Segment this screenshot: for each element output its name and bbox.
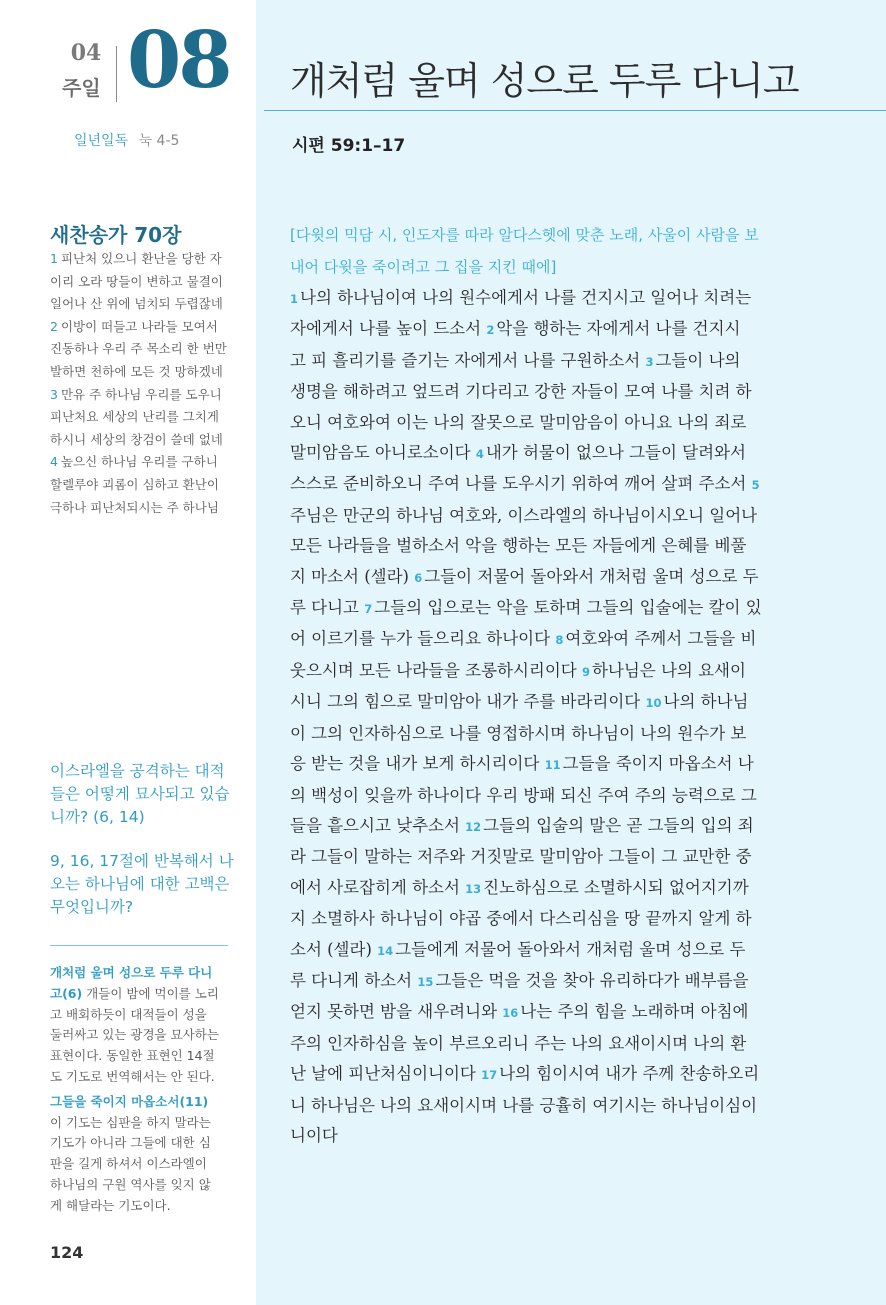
note-heading: 그들을 죽이지 마옵소서(11) <box>50 1093 209 1109</box>
note-text: 고 배회하듯이 대적들이 성을 <box>50 1006 207 1022</box>
passage-line <box>290 346 790 377</box>
page-title: 개처럼 울며 성으로 두루 다니고 <box>290 59 799 103</box>
verse-text: 그들을 죽이지 마옵소서 나 <box>562 754 754 774</box>
hymn-line-text: 피난처요 세상의 난리를 그치게 <box>50 409 219 425</box>
verse-number: 9 <box>581 664 590 679</box>
note-line <box>50 1154 230 1175</box>
verse-text: 주님은 만군의 하나님 여호와, 이스라엘의 하나님이시오니 일어나 <box>290 505 758 525</box>
verse-text: 웃으시며 모든 나라들을 조롱하시리이다 <box>290 660 582 680</box>
question-line: 무엇입니까? <box>50 898 134 916</box>
note-line <box>50 1196 230 1217</box>
note-text: 표현이다. 동일한 표현인 14절 <box>50 1048 215 1064</box>
note-line <box>50 1092 230 1113</box>
passage-line <box>290 408 790 438</box>
verse-text: 그들의 입으로는 악을 토하며 그들의 입술에는 칼이 있 <box>374 598 762 618</box>
verse-text: 시니 그의 힘으로 말미암아 내가 주를 바라리이다 <box>290 692 646 712</box>
header-divider <box>116 46 117 102</box>
verse-number: 7 <box>364 602 373 617</box>
verse-text: 나는 주의 힘을 노래하며 아침에 <box>520 1002 749 1022</box>
hymn-title: 새찬송가 70장 <box>50 223 182 247</box>
hymn-line-text: 이리 오라 땅들이 변하고 물결이 <box>50 273 223 289</box>
passage-line <box>290 438 790 469</box>
verse-number: 17 <box>481 1068 498 1083</box>
hymn-line-text: 만유 주 하나님 우리를 도우니 <box>60 386 222 402</box>
question-2 <box>50 850 240 919</box>
verse-text: 어 이르기를 누가 들으리요 하나이다 <box>290 629 556 649</box>
reading-ref: 눅 4-5 <box>138 133 180 149</box>
passage-line <box>290 719 790 749</box>
yearly-reading <box>74 130 179 150</box>
verse-text: 루 다니게 하소서 <box>290 970 418 990</box>
note-line <box>50 1113 230 1134</box>
verse-text: 내가 허물이 없으나 그들이 달려와서 <box>485 443 746 463</box>
verse-text: 나의 힘이시여 내가 주께 찬송하오리 <box>499 1064 760 1084</box>
passage-line <box>290 562 790 593</box>
hymn-line-text: 일어나 산 위에 넘치되 두렵잖네 <box>50 296 223 312</box>
verse-text: 니이다 <box>290 1125 338 1145</box>
verse-text: 그들이 저물어 돌아와서 개처럼 울며 성으로 두 <box>424 566 759 586</box>
hymn-line <box>50 271 240 294</box>
note-line <box>50 1175 230 1196</box>
verse-text: 응 받는 것을 내가 보게 하시리이다 <box>290 754 545 774</box>
hymn-line <box>50 474 240 497</box>
passage-line <box>290 781 790 811</box>
hymn-line <box>50 361 240 384</box>
verse-number: 4 <box>50 454 58 470</box>
verse-number: 13 <box>465 881 482 896</box>
verse-text: 악을 행하는 자에게서 나를 건지시 <box>496 319 741 339</box>
verse-number: 16 <box>502 1006 519 1021</box>
scripture-passage <box>290 219 790 1151</box>
verse-text: 루 다니고 <box>290 598 365 618</box>
verse-number: 11 <box>544 758 561 773</box>
hymn-line-text: 할렐루야 괴롬이 심하고 환난이 <box>50 476 219 492</box>
hymn-line-text: 이방이 떠들고 나라들 모여서 <box>60 318 218 334</box>
verse-number: 6 <box>414 570 423 585</box>
note-line <box>50 984 230 1005</box>
passage-line <box>290 314 790 345</box>
note-line <box>50 1005 230 1026</box>
passage-line <box>290 811 790 842</box>
verse-number: 12 <box>465 819 482 834</box>
verse-number: 1 <box>50 251 58 266</box>
question-line: 이스라엘을 공격하는 대적 <box>50 762 225 780</box>
note-text: 기도가 아니라 그들에 대한 심 <box>50 1135 211 1151</box>
hymn-line <box>50 497 240 520</box>
passage-line <box>290 966 790 997</box>
note-heading: 고(6) <box>50 985 83 1001</box>
hymn-line <box>50 429 240 452</box>
note-text: 하나님의 구원 역사를 잊지 않 <box>50 1176 211 1192</box>
verse-text: 의 백성이 잊을까 하나이다 우리 방패 되신 주여 주의 능력으로 그 <box>290 785 757 805</box>
passage-line <box>290 501 790 531</box>
note-line <box>50 1067 230 1088</box>
hymn-line-text: 피난처 있으니 환난을 당한 자 <box>60 251 222 266</box>
week-label: 주일 <box>62 76 101 100</box>
verse-text: 고 피 흘리기를 즐기는 자에게서 나를 구원하소서 <box>290 350 646 370</box>
verse-number: 4 <box>475 447 484 462</box>
question-line: 니까? (6, 14) <box>50 808 145 826</box>
note-line <box>50 1025 230 1046</box>
verse-text: 그들의 입술의 말은 곧 그들의 입의 죄 <box>483 815 754 835</box>
passage-line <box>290 283 790 314</box>
verse-text: 여호와여 주께서 그들을 비 <box>565 629 757 649</box>
note-text: 둘러싸고 있는 광경을 묘사하는 <box>50 1027 219 1043</box>
reading-label: 일년일독 <box>74 133 129 149</box>
verse-text: 생명을 해하려고 엎드려 기다리고 강한 자들이 모여 나를 치려 하 <box>290 382 752 402</box>
verse-number: 10 <box>645 696 662 711</box>
verse-text: 이 그의 인자하심으로 나를 영접하시며 하나님이 나의 원수가 보 <box>290 723 747 743</box>
verse-text: 지 소멸하사 하나님이 야곱 중에서 다스리심을 땅 끝까지 알게 하 <box>290 909 752 929</box>
passage-reference: 시편 59:1–17 <box>292 136 406 156</box>
note-text: 개들이 밤에 먹이를 노리 <box>82 985 219 1001</box>
hymn-line <box>50 384 240 407</box>
verse-text: 주의 인자하심을 높이 부르오리니 주는 나의 요새이시며 나의 환 <box>290 1033 747 1053</box>
page-number: 124 <box>50 1243 84 1262</box>
hymn-line-text: 하시니 세상의 창검이 쓸데 없네 <box>50 431 223 447</box>
verse-text: 말미암음도 아니로소이다 <box>290 443 476 463</box>
superscription-line: 내어 다윗을 죽이려고 그 집을 지킨 때에] <box>290 258 557 276</box>
passage-line <box>290 593 790 624</box>
verse-text: 하나님은 나의 요새이 <box>591 660 746 680</box>
week-number: 04 <box>70 40 102 66</box>
day-number: 08 <box>127 15 230 106</box>
verse-text: 자에게서 나를 높이 드소서 <box>290 319 487 339</box>
verse-text: 스스로 준비하오니 주여 나를 도우시기 위하여 깨어 살펴 주소서 <box>290 474 752 494</box>
verse-number: 3 <box>645 354 654 369</box>
verse-number: 8 <box>555 633 564 648</box>
passage-line <box>290 1059 790 1090</box>
passage-line <box>290 531 790 561</box>
passage-line <box>290 842 790 872</box>
passage-line <box>290 904 790 934</box>
verse-text: 들을 흩으시고 낮추소서 <box>290 815 466 835</box>
left-sidebar <box>0 0 256 1305</box>
hymn-line <box>50 406 240 429</box>
note-line <box>50 1046 230 1067</box>
passage-line <box>290 687 790 718</box>
verse-text: 그들에게 저물어 돌아와서 개처럼 울며 성으로 두 <box>395 939 746 959</box>
study-notes <box>50 963 230 1217</box>
passage-line <box>290 935 790 966</box>
note-text: 도 기도로 번역해서는 안 된다. <box>50 1068 215 1084</box>
verse-text: 오니 여호와여 이는 나의 잘못으로 말미암음이 아니요 나의 죄로 <box>290 412 747 432</box>
verse-text: 얻지 못하면 밤을 새우려니와 <box>290 1002 503 1022</box>
hymn-line-text: 진동하나 우리 주 목소리 한 번만 <box>50 341 227 357</box>
passage-line <box>290 1091 790 1121</box>
hymn-line <box>50 248 240 271</box>
note-text: 게 해달라는 기도이다. <box>50 1197 171 1213</box>
passage-line <box>290 1029 790 1059</box>
note-heading: 개처럼 울며 성으로 두루 다니 <box>50 965 213 980</box>
question-line: 9, 16, 17절에 반복해서 나 <box>50 852 234 870</box>
passage-line <box>290 656 790 687</box>
verse-text: 나의 하나님이여 나의 원수에게서 나를 건지시고 일어나 치려는 <box>300 288 752 307</box>
title-rule <box>264 110 886 111</box>
verse-text: 진노하심으로 소멸하시되 없어지기까 <box>483 877 749 897</box>
superscription-line: [다윗의 믹담 시, 인도자를 따라 알다스헷에 맞춘 노래, 사울이 사람을 보 <box>290 226 759 244</box>
verse-number: 5 <box>751 478 760 493</box>
hymn-line <box>50 316 240 339</box>
notes-divider <box>50 945 228 946</box>
hymn-line <box>50 338 240 361</box>
note-line <box>50 1133 230 1154</box>
note-text: 이 기도는 심판을 하지 말라는 <box>50 1114 211 1130</box>
passage-line <box>290 1121 790 1151</box>
passage-line <box>290 749 790 780</box>
verse-number: 15 <box>417 974 434 989</box>
passage-line <box>290 997 790 1028</box>
question-line: 오는 하나님에 대한 고백은 <box>50 875 230 893</box>
question-1 <box>50 760 240 829</box>
verse-text: 소서 (셀라) <box>290 939 378 959</box>
note-text: 판을 길게 하셔서 이스라엘이 <box>50 1156 207 1172</box>
verse-text: 그들이 나의 <box>655 350 741 370</box>
verse-text: 니 하나님은 나의 요새이시며 나를 긍휼히 여기시는 하나님이심이 <box>290 1095 758 1115</box>
verse-text: 난 날에 피난처심이니이다 <box>290 1064 482 1084</box>
verse-text: 모든 나라들을 벌하소서 악을 행하는 모든 자들에게 은혜를 베풀 <box>290 536 747 556</box>
verse-number: 1 <box>290 292 299 306</box>
passage-line <box>290 377 790 407</box>
note-line <box>50 963 230 984</box>
hymn-lyrics <box>50 248 240 519</box>
verse-number: 2 <box>50 318 58 334</box>
hymn-line-text: 높으신 하나님 우리를 구하니 <box>60 454 218 470</box>
passage-line <box>290 624 790 655</box>
passage-line <box>290 469 790 500</box>
verse-number: 2 <box>486 323 495 338</box>
hymn-line <box>50 293 240 316</box>
verse-number: 14 <box>377 943 394 958</box>
verse-text: 지 마소서 (셀라) <box>290 566 415 586</box>
question-line: 들은 어떻게 묘사되고 있습 <box>50 785 230 803</box>
passage-line <box>290 873 790 904</box>
verse-text: 에서 사로잡히게 하소서 <box>290 877 466 897</box>
verse-number: 3 <box>50 386 58 402</box>
hymn-line <box>50 451 240 474</box>
verse-text: 나의 하나님 <box>663 692 749 712</box>
hymn-line-text: 극하나 피난처되시는 주 하나님 <box>50 499 219 515</box>
verse-text: 라 그들이 말하는 저주와 거짓말로 말미암아 그들이 그 교만한 중 <box>290 847 752 867</box>
verse-text: 그들은 먹을 것을 찾아 유리하다가 배부름을 <box>435 970 749 990</box>
hymn-line-text: 발하면 천하에 모든 것 망하겠네 <box>50 363 223 379</box>
